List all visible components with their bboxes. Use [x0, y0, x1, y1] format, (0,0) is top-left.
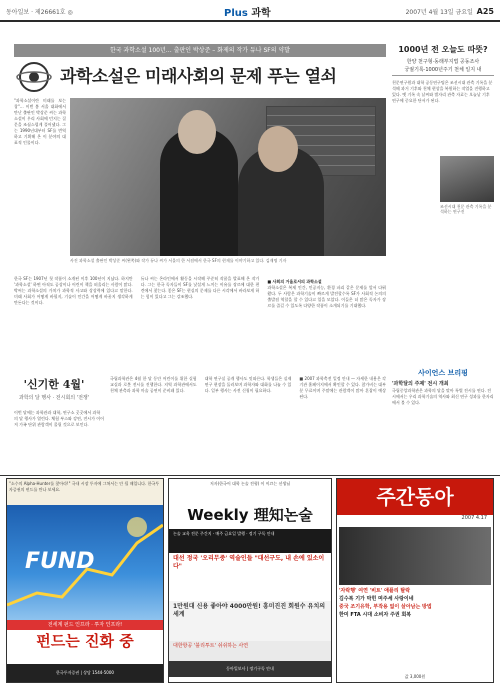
lower-quote-sub: 과학의 달 행사 · 전시회의 '전쟁': [18, 395, 90, 401]
weekly-ad-headline-2: 1만원대 신용 좋아야 4000만원! 흥미진진 회원수 유치의 세계: [169, 601, 331, 641]
weekly-donga-masthead: 주간동아: [337, 479, 493, 515]
right-article-sub2: 궁궐기록·1000년주기 천체 일지 내: [404, 67, 482, 73]
article-body: [14, 276, 386, 370]
weekly-ad-headline-3: 대한항공 '블리투트' 쉬쉬하는 사연: [169, 641, 331, 661]
weekly-donga-advertisement[interactable]: [336, 478, 494, 683]
ad-divider: [0, 475, 500, 476]
fund-ad-image: [7, 505, 163, 620]
lower-col-3: ■ 2007 과학축전 일정 안내 — 자세한 내용은 각 기관 홈페이지에서 확인할 수 있다. 참가비는 대부분 무료이며 주말에는 관람객이 많아 혼잡이 예상된다.: [299, 376, 387, 399]
weekly-donga-headlines: [339, 587, 491, 619]
sf-logo-icon: [16, 60, 52, 94]
right-article-photo: [440, 156, 494, 202]
cover-line-1: '자락행' 여연 '비트' 애플리 탈락: [339, 588, 411, 594]
lower-body: [110, 376, 386, 472]
article-intro: "과학소설이란 미래를 보는 창"… 이번 봄 서울 대화에서 만난 출판인 박상준 씨는 과학소설이 우리 사회에 던지는 질문을 조심스럽게 풀어냈다. 그는 1990년대부터 SF를 번역하고 기획해 온 이 분야의 대표적 인물이다.: [14, 98, 66, 145]
date-text: 2007년 4월 13일 금요일: [405, 9, 473, 16]
article-title: 과학소설은 미래사회의 문제 푸는 열쇠: [60, 67, 337, 87]
page-number: A25: [476, 7, 494, 16]
lower-headline: [14, 376, 94, 401]
lower-quote: '신기한 4월': [23, 378, 85, 391]
weekly-ad-headline-1: 대선 정국 '오리무중' 역술인들 "대선구도, 내 손에 있소이다": [169, 553, 331, 601]
fund-ad-headline: 펀드는 진화 중: [36, 632, 134, 650]
fund-ad-tag: 전세계 펀드 인프라 · 투자 인프라!: [7, 620, 163, 630]
briefing-item-title: '과학달의 주제' 전시 개최: [392, 381, 449, 387]
weekly-ad-title: Weekly 理知논술: [187, 506, 313, 524]
weekly-ad-footer: 동아일보사 | 정기구독 안내: [169, 661, 331, 677]
weekly-donga-price: 값 3,000원: [404, 674, 426, 679]
weekly-ad-band: 논술 교육 전문 주간지 · 매주 금요일 발행 · 정기 구독 안내: [169, 529, 331, 553]
fund-logo: FUND: [25, 549, 95, 574]
page-date: [406, 7, 494, 16]
section-name: 과학: [251, 8, 271, 19]
weekly-donga-date: 2007 4.17: [461, 515, 487, 521]
article-kicker: 한국 과학소설 100년… 출판인 박상준 – 화제의 작가 듀나 SF의 약발: [14, 44, 386, 57]
section-plus: Plus: [224, 8, 248, 19]
cover-line-2: 김수복 기가 막힌 며주세 사랑이네: [339, 596, 414, 602]
article-photo: [70, 98, 386, 256]
article-subheading: ■ 사회의 거울로서의 과학소설: [267, 279, 322, 284]
right-article-text: 천문연구원과 대학 공동연구팀은 조선시대 관측 기록을 분석해 과거 기후와 천체 현상을 복원하는 작업을 진행하고 있다. 옛 기록 속 날씨와 별자리 관측 자료는 오늘날 기후 연구에 중요한 단서가 된다.: [392, 80, 493, 103]
photo-caption: 사진 과학소설 출판인 박상준 씨(왼쪽)와 작가 듀나 씨가 서울의 한 서점에서 한국 SF의 현재를 이야기하고 있다. 김재명 기자: [70, 258, 287, 263]
person-left: [178, 110, 216, 154]
weekly-nonsul-advertisement[interactable]: [168, 478, 332, 683]
section-label: [224, 4, 271, 19]
briefing-item-text: 국립중앙과학관은 과학의 달을 맞아 특별 전시를 연다. 전시에서는 우리 과학기술의 역사와 최신 연구 성과를 한자리에서 볼 수 있다.: [392, 388, 494, 405]
lower-col-2: 대학 연구실 공개 행사도 잇따른다. 학생들은 실제 연구 현장을 둘러보며 과학자와 대화를 나눌 수 있다. 일부 행사는 사전 신청이 필요하다.: [204, 376, 292, 393]
weekly-donga-cover-photo: [339, 527, 491, 585]
page-header: [0, 0, 500, 22]
article-col-1: 한국 SF는 1907년 첫 작품이 소개된 이후 100년이 지났다. 하지만 '과학소설' 하면 아직도 공상이나 어린이 책을 떠올리는 사람이 많다. 박씨는 과학소설의 가치가 과학적 사고와 상상력에 있다고 말한다. 미래 사회가 어떻게 바뀔지, 기술이 인간을 어떻게 바꿀지 생각하게 만든다는 것이다.: [14, 276, 133, 305]
article-col-3: [267, 276, 386, 370]
weekly-ad-head: 저자(한국어 대학 논술 전형) 이 이끄는 선생님: [209, 481, 291, 486]
cover-line-3: 중국 조기유학, 부작용 없이 살아남는 방법: [339, 604, 432, 610]
cover-line-4: 한미 FTA 시대 소비자 주권 회복: [339, 612, 412, 618]
right-article-title: 1000년 전 오늘도 따뜻?: [398, 45, 488, 54]
lower-intro: 이번 달에는 과학관과 대학, 연구소 곳곳에서 과학의 달 행사가 열린다. 체험 부스와 강연, 전시가 이어져 가족 단위 관람객이 몰릴 것으로 보인다.: [14, 410, 104, 427]
fund-ad-footer: 한국투자증권 | 상담 1544-5000: [7, 664, 163, 682]
person-right: [258, 126, 298, 172]
divider: [392, 75, 494, 76]
article-col-2: 듀나 씨는 온라인에서 활동을 시작해 꾸준히 작품을 발표해 온 작가다. 그는 한국 독자들이 SF를 낯설게 느끼는 이유를 장르에 대한 편견에서 찾는다. 좋은 SF는 현실의 문제를 다른 시각에서 바라보게 하는 힘이 있다고 그는 강조했다.: [140, 276, 260, 299]
paper-issue: 동아일보 · 제26661호 ◎: [6, 9, 73, 16]
lower-col-1: 국립과학관은 4월 한 달 동안 어린이를 위한 실험 교실과 로봇 전시를 진행한다. 지역 과학관에서도 천체 관측과 과학 마술 공연이 준비돼 있다.: [110, 376, 197, 393]
fund-advertisement[interactable]: [6, 478, 164, 683]
right-photo-caption: 조선시대 천문 관측 기록을 분석하는 연구진: [440, 204, 492, 214]
fund-ad-top-text: "소수의 Alpha-Hunter를 찾아라!" 국내 시장 투자에 그쳐서는 안 될 때입니다. 한국투자증권의 펀드를 만나 보세요.: [7, 479, 163, 505]
article-col-3-text: 과학소설은 복제 인간, 인공지능, 환경 파괴 같은 문제를 앞서 다뤄 왔다. 두 사람은 과학기술이 빠르게 발전할수록 SF가 사회적 논의의 출발점 역할을 할 수 있다고 입을 모았다. 이들은 더 많은 독자가 장르를 즐길 수 있도록 다양한 작품이 소개되기를 기대했다.: [267, 285, 387, 308]
briefing-section-title: 사이언스 브리핑: [418, 369, 468, 377]
right-article-sub1: 한양 천구형·동래부지법 공동조사: [406, 59, 480, 65]
